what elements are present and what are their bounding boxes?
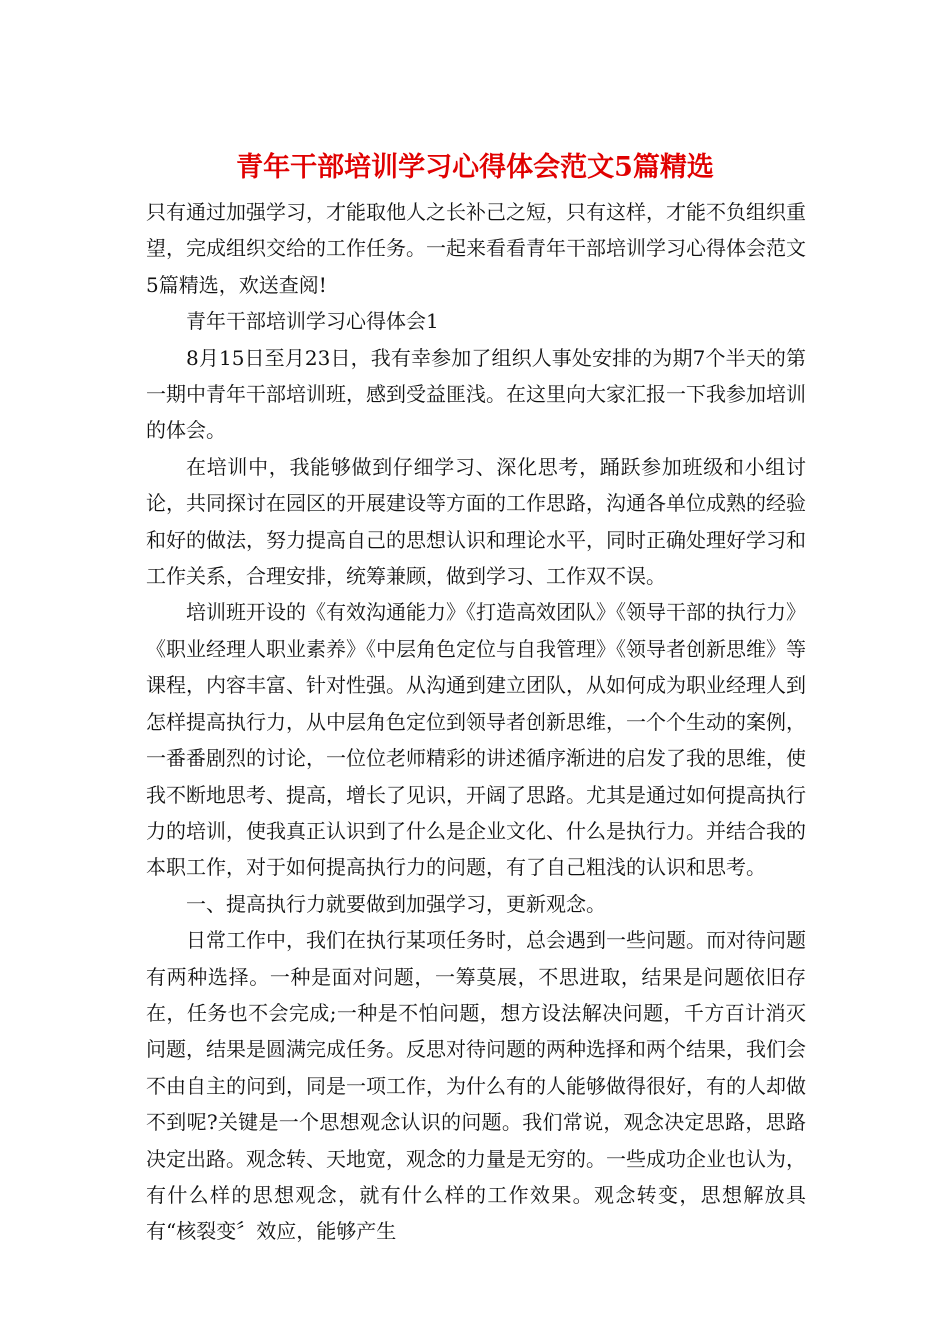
body-paragraph: 在培训中，我能够做到仔细学习、深化思考，踊跃参加班级和小组讨论，共同探讨在园区的开展建设等方面的工作思路，沟通各单位成熟的经验和好的做法，努力提高自己的思想认识和理论水平，同时正确处理好学习和工作关系，合理安排，统筹兼顾，做到学习、工作双不误。 (146, 454, 806, 589)
subsection-heading: 一、提高执行力就要做到加强学习，更新观念。 (186, 891, 606, 916)
section-heading: 青年干部培训学习心得体会1 (186, 309, 439, 334)
body-paragraph: 8月15日至月23日，我有幸参加了组织人事处安排的为期7个半天的第一期中青年干部培训班，感到受益匪浅。在这里向大家汇报一下我参加培训的体会。 (146, 345, 806, 443)
body-paragraph: 日常工作中，我们在执行某项任务时，总会遇到一些问题。而对待问题有两种选择。一种是面对问题，一筹莫展，不思进取，结果是问题依旧存在，任务也不会完成;一种是不怕问题，想方设法解决问题，千方百计消灭问题，结果是圆满完成任务。反思对待问题的两种选择和两个结果，我们会不由自主的问到，同是一项工作，为什么有的人能够做得很好，有的人却做不到呢?关键是一个思想观念认识的问题。我们常说，观念决定思路，思路决定出路。观念转、天地宽，观念的力量是无穷的。一些成功企业也认为，有什么样的思想观念，就有什么样的工作效果。观念转变，思想解放具有“核裂变〞效应，能够产生 (146, 928, 806, 1244)
intro-paragraph: 只有通过加强学习，才能取他人之长补己之短，只有这样，才能不负组织重望，完成组织交给的工作任务。一起来看看青年干部培训学习心得体会范文5篇精选，欢送查阅! (146, 200, 806, 297)
body-paragraph: 培训班开设的《有效沟通能力》《打造高效团队》《领导干部的执行力》《职业经理人职业素养》《中层角色定位与自我管理》《领导者创新思维》等课程，内容丰富、针对性强。从沟通到建立团队，从如何成为职业经理人到怎样提高执行力，从中层角色定位到领导者创新思维，一个个生动的案例，一番番剧烈的讨论，一位位老师精彩的讲述循序渐进的启发了我的思维，使我不断地思考、提高，增长了见识，开阔了思路。尤其是通过如何提高执行力的培训，使我真正认识到了什么是企业文化、什么是执行力。并结合我的本职工作，对于如何提高执行力的问题，有了自己粗浅的认识和思考。 (146, 600, 806, 880)
document-title: 青年干部培训学习心得体会范文5篇精选 (236, 152, 714, 183)
document-body (146, 194, 806, 1250)
